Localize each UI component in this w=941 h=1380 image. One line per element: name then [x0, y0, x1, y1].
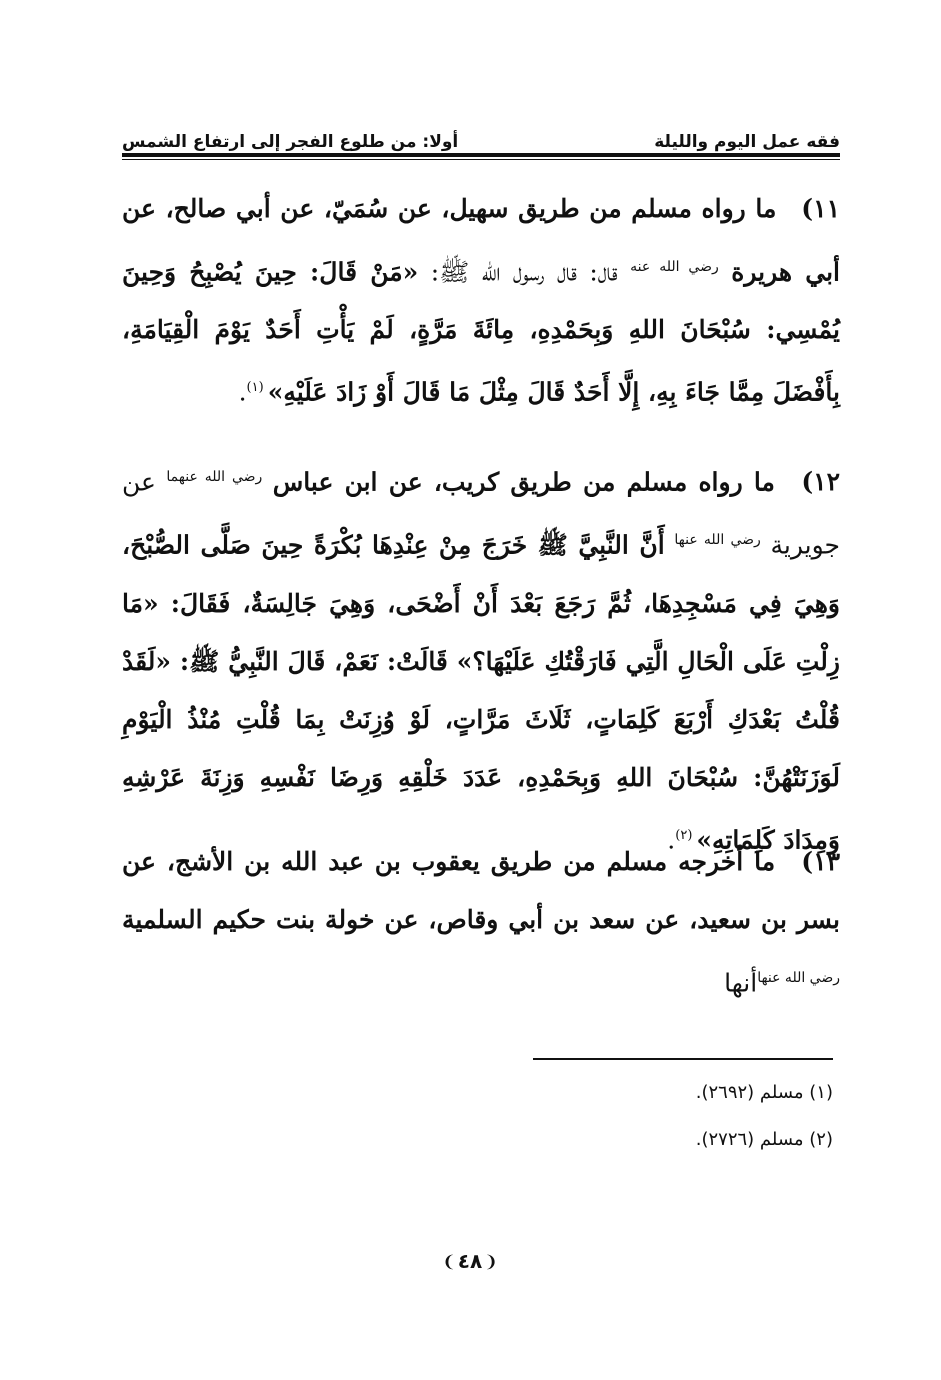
- item-lead: ما أخرجه مسلم من طريق يعقوب بن عبد الله بن الأشج، عن بسر بن سعيد، عن سعد بن أبي وقاص، عن خولة بنت حكيم السلمية: [122, 847, 840, 934]
- item-number: ١٢): [801, 467, 841, 497]
- ornament-left-icon: ❨: [442, 1251, 456, 1271]
- footnote-2: (٢) مسلم (٢٧٢٦).: [695, 1129, 833, 1150]
- item-number: ١٣): [801, 847, 840, 876]
- item-intro: عن جويرية: [122, 467, 841, 560]
- header-rule-thin: [122, 159, 840, 160]
- honorific-glyph: رضي الله عنها: [757, 970, 840, 986]
- header-rule: [122, 153, 840, 157]
- honorific-glyph-2: رضي الله عنها: [674, 532, 761, 549]
- sentence-end: .: [238, 377, 247, 407]
- hadith-quote: «مَنْ قَالَ: حِينَ يُصْبِحُ وَحِينَ يُمْسِي: سُبْحَانَ اللهِ وَبِحَمْدِهِ، مِائَةَ مَرَّةٍ، لَمْ يَأْتِ أَحَدٌ يَوْمَ الْقِيَامَةِ، بِأَفْضَلَ مِمَّا جَاءَ بِهِ، إِلَّا أَحَدٌ قَالَ مِثْلَ مَا قَالَ أَوْ زَادَ عَلَيْهِ»: [122, 257, 840, 407]
- item-intro: قال: قال رسول الله ﷺ:: [430, 257, 618, 287]
- footnote-ref[interactable]: (١): [246, 380, 264, 396]
- item-lead: ما رواه مسلم من طريق سهيل، عن سُمَيّ، عن أبي صالح، عن أبي هريرة: [122, 194, 840, 287]
- book-title: فقه عمل اليوم والليلة: [654, 132, 840, 152]
- hadith-item-12: [122, 448, 840, 869]
- page-number-block: [420, 1244, 520, 1278]
- hadith-item-13: [122, 833, 840, 1012]
- footnote-rule: [533, 1058, 833, 1060]
- item-tail: أنها: [724, 968, 758, 998]
- hadith-item-11: [122, 180, 840, 422]
- running-header: [122, 125, 840, 153]
- item-number: ١١): [801, 194, 840, 223]
- ornament-right-icon: ❩: [484, 1251, 498, 1271]
- footnote-ref[interactable]: (٢): [675, 827, 693, 843]
- footnote-1: (١) مسلم (٢٦٩٢).: [695, 1082, 833, 1103]
- honorific-glyph: رضي الله عنه: [630, 259, 719, 275]
- honorific-glyph: رضي الله عنهما: [166, 469, 263, 485]
- page-number: ٤٨: [457, 1249, 483, 1273]
- item-lead: ما رواه مسلم من طريق كريب، عن ابن عباس: [272, 467, 775, 497]
- sentence-end: .: [667, 824, 676, 854]
- hadith-quote: أَنَّ النَّبِيَّ ﷺ خَرَجَ مِنْ عِنْدِهَا بُكْرَةً حِينَ صَلَّى الصُّبْحَ، وَهِيَ فِي مَسْجِدِهَا، ثُمَّ رَجَعَ بَعْدَ أَنْ أَضْحَى، وَهِيَ جَالِسَةٌ، فَقَالَ: «مَا زِلْتِ عَلَى الْحَالِ الَّتِي فَارَقْتُكِ عَلَيْهَا؟» قَالَتْ: نَعَمْ، قَالَ النَّبِيُّ ﷺ: «لَقَدْ قُلْتُ بَعْدَكِ أَرْبَعَ كَلِمَاتٍ، ثَلَاثَ مَرَّاتٍ، لَوْ وُزِنَتْ بِمَا قُلْتِ مُنْذُ الْيَوْمِ لَوَزَنَتْهُنَّ: سُبْحَانَ اللهِ وَبِحَمْدِهِ، عَدَدَ خَلْقِهِ وَرِضَا نَفْسِهِ وَزِنَةَ عَرْشِهِ وَمِدَادَ كَلِمَاتِهِ»: [122, 530, 840, 854]
- section-title: أولا: من طلوع الفجر إلى ارتفاع الشمس: [122, 132, 459, 152]
